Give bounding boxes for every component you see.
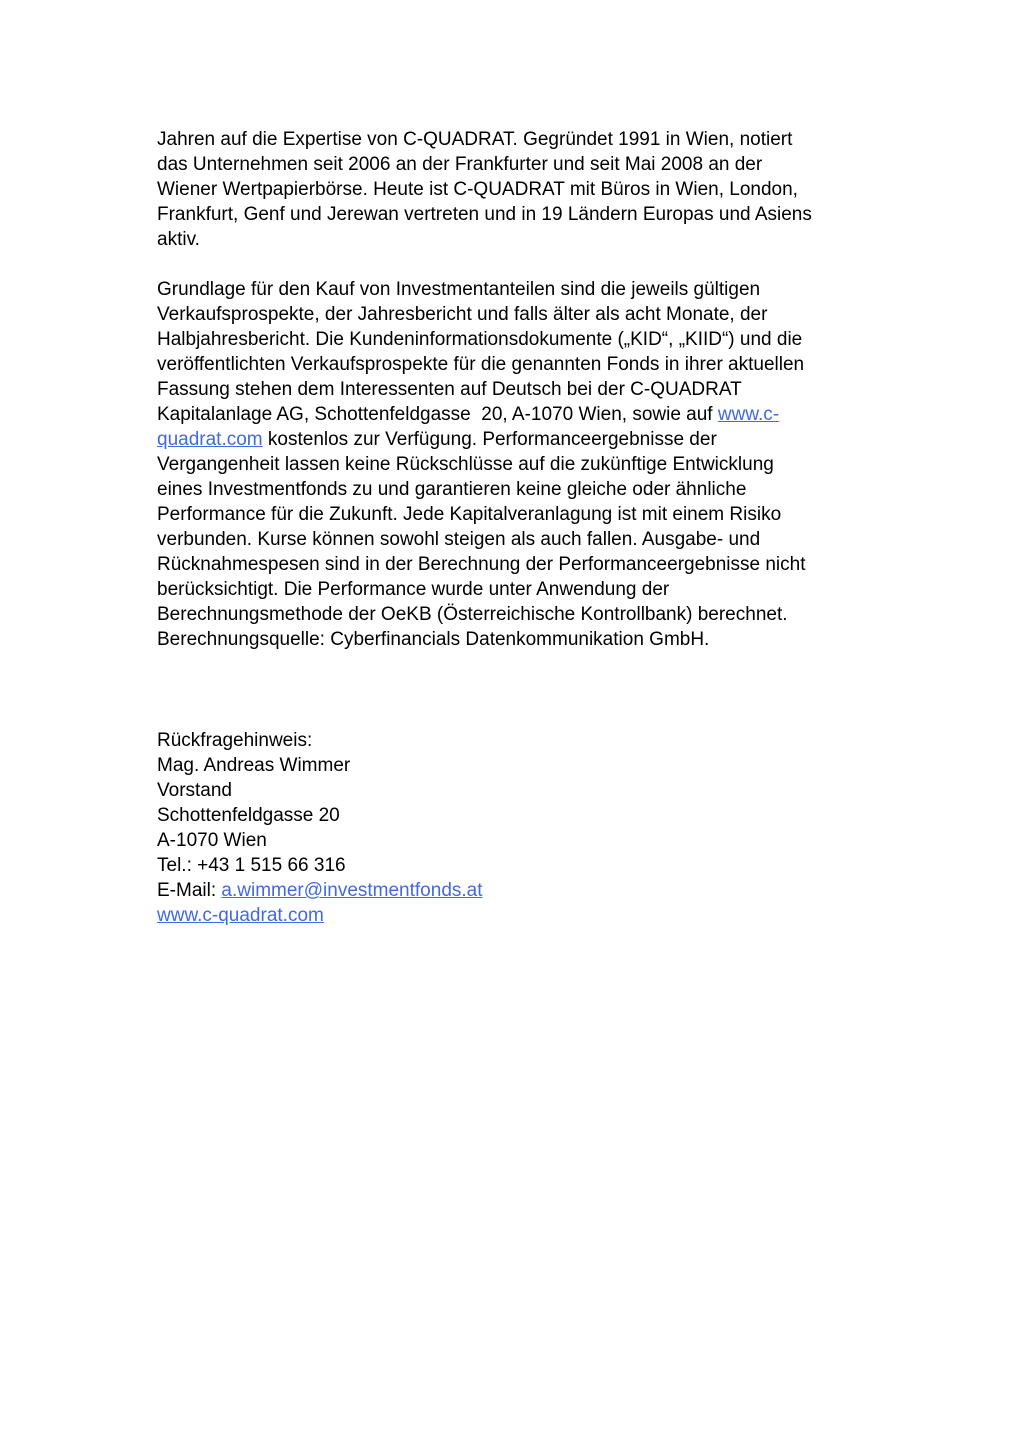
text-segment: Fassung stehen dem Interessenten auf Deutsch bei der C-QUADRAT: [157, 379, 742, 400]
text-line: [157, 577, 917, 602]
contact-block: [157, 728, 917, 928]
text-line: [157, 552, 917, 577]
text-segment: Grundlage für den Kauf von Investmentanteilen sind die jeweils gültigen: [157, 279, 761, 300]
website-link[interactable]: www.c-quadrat.com: [157, 905, 324, 926]
text-segment: E-Mail:: [157, 880, 222, 901]
text-segment: Mag. Andreas Wimmer: [157, 755, 351, 776]
contact-heading: Rückfragehinweis:: [157, 730, 313, 751]
text-segment: Performance für die Zukunft. Jede Kapitalveranlagung ist mit einem Risiko: [157, 504, 782, 525]
text-segment: Jahren auf die Expertise von C-QUADRAT. Gegründet 1991 in Wien, notiert: [157, 129, 793, 150]
text-line: [157, 127, 917, 152]
text-segment: kostenlos zur Verfügung. Performanceergebnisse der: [262, 429, 717, 450]
text-line: [157, 828, 917, 853]
text-line: [157, 627, 917, 652]
text-line: [157, 903, 917, 928]
text-line: [157, 277, 917, 302]
text-line: [157, 778, 917, 803]
text-line: [157, 402, 917, 427]
text-segment: das Unternehmen seit 2006 an der Frankfurter und seit Mai 2008 an der: [157, 154, 763, 175]
contact-details: [157, 753, 917, 928]
text-segment: Wiener Wertpapierbörse. Heute ist C-QUADRAT mit Büros in Wien, London,: [157, 179, 798, 200]
text-segment: Berechnungsquelle: Cyberfinancials Datenkommunikation GmbH.: [157, 629, 710, 650]
text-line: [157, 202, 917, 227]
text-line: [157, 452, 917, 477]
text-line: [157, 152, 917, 177]
text-line: [157, 803, 917, 828]
text-line: [157, 177, 917, 202]
text-segment: eines Investmentfonds zu und garantieren keine gleiche oder ähnliche: [157, 479, 747, 500]
text-segment: Halbjahresbericht. Die Kundeninformationsdokumente („KID“, „KIID“) und die: [157, 329, 803, 350]
text-line: [157, 427, 917, 452]
text-line: [157, 878, 917, 903]
text-segment: veröffentlichten Verkaufsprospekte für die genannten Fonds in ihrer aktuellen: [157, 354, 805, 375]
text-segment: Frankfurt, Genf und Jerewan vertreten und in 19 Ländern Europas und Asiens: [157, 204, 812, 225]
text-segment: A-1070 Wien: [157, 830, 267, 851]
text-line: [157, 853, 917, 878]
paragraph-disclaimer: [157, 277, 917, 652]
text-segment: Verkaufsprospekte, der Jahresbericht und falls älter als acht Monate, der: [157, 304, 768, 325]
text-segment: Kapitalanlage AG, Schottenfeldgasse 20, A-1070 Wien, sowie auf: [157, 404, 718, 425]
website-link[interactable]: www.c-: [717, 404, 780, 425]
text-segment: Vergangenheit lassen keine Rückschlüsse auf die zukünftige Entwicklung: [157, 454, 774, 475]
paragraph-about-cquadrat: [157, 127, 917, 252]
text-segment: berücksichtigt. Die Performance wurde unter Anwendung der: [157, 579, 670, 600]
text-line: [157, 302, 917, 327]
website-link[interactable]: quadrat.com: [157, 429, 263, 450]
text-line: [157, 227, 917, 252]
text-segment: Rücknahmespesen sind in der Berechnung der Performanceergebnisse nicht: [157, 554, 806, 575]
text-segment: Berechnungsmethode der OeKB (Österreichische Kontrollbank) berechnet.: [157, 604, 788, 625]
text-line: [157, 327, 917, 352]
document-page: [157, 127, 917, 928]
text-segment: verbunden. Kurse können sowohl steigen als auch fallen. Ausgabe- und: [157, 529, 761, 550]
text-line: [157, 502, 917, 527]
text-segment: aktiv.: [157, 229, 200, 250]
text-segment: Tel.: +43 1 515 66 316: [157, 855, 346, 876]
text-line: [157, 527, 917, 552]
email-link[interactable]: a.wimmer@investmentfonds.at: [221, 880, 483, 901]
text-line: [157, 753, 917, 778]
text-line: [157, 477, 917, 502]
text-line: [157, 377, 917, 402]
text-segment: Schottenfeldgasse 20: [157, 805, 340, 826]
text-line: [157, 602, 917, 627]
text-line: [157, 352, 917, 377]
text-segment: Vorstand: [157, 780, 232, 801]
